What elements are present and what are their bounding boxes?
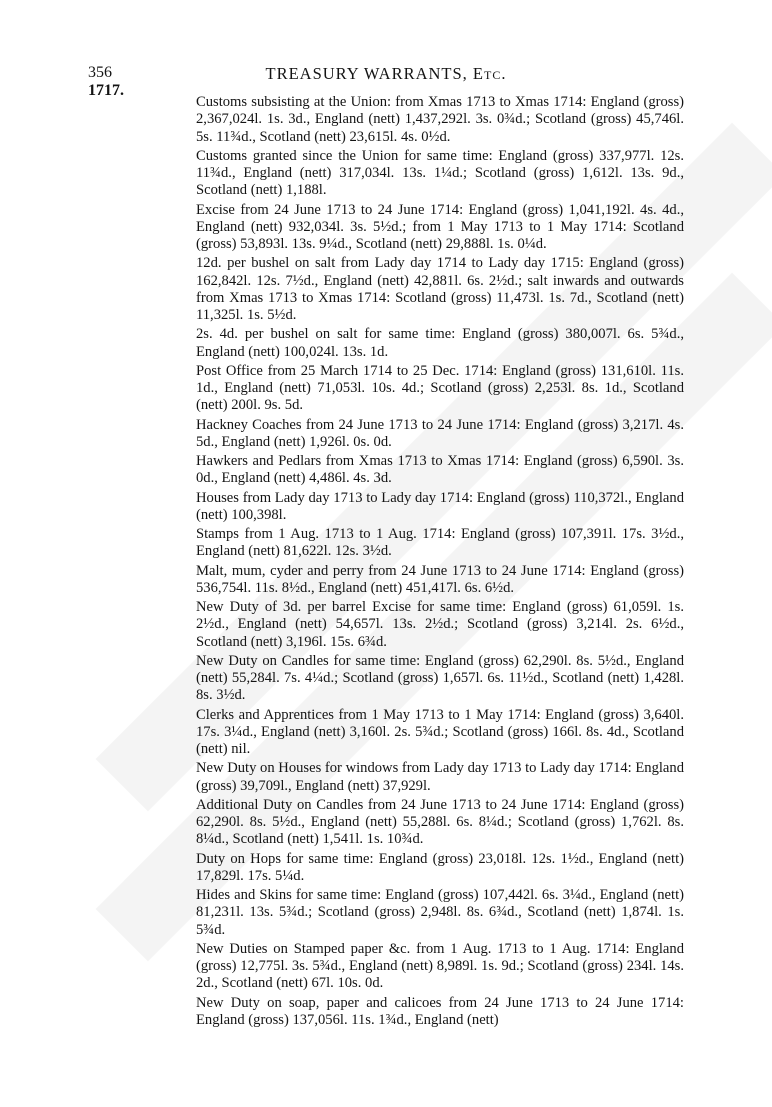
entry-paragraph: Hides and Skins for same time: England (gross) 107,442l. 6s. 3¼d., England (nett) 81,231l. 13s. 5¾d.; Scotland (gross) 2,948l. 8s. 6¾d., Scotland (nett) 1,874l. 1s. 5¾d. [196, 887, 684, 938]
entry-paragraph: New Duty on Houses for windows from Lady day 1713 to Lady day 1714: England (gross) 39,709l., England (nett) 37,929l. [196, 760, 684, 794]
entry-paragraph: New Duty of 3d. per barrel Excise for same time: England (gross) 61,059l. 1s. 2½d., England (nett) 54,657l. 13s. 2½d.; Scotland (gross) 3,214l. 2s. 6½d., Scotland (nett) 3,196l. 15s. 6¾d. [196, 599, 684, 650]
entry-paragraph: Excise from 24 June 1713 to 24 June 1714: England (gross) 1,041,192l. 4s. 4d., England (nett) 932,034l. 3s. 5½d.; from 1 May 1713 to 1 May 1714: Scotland (gross) 53,893l. 13s. 9¼d., Scotland (nett) 29,888l. 1s. 0¼d. [196, 201, 684, 252]
entry-paragraph: Clerks and Apprentices from 1 May 1713 to 1 May 1714: England (gross) 3,640l. 17s. 3¼d., England (nett) 3,160l. 2s. 5¾d.; Scotland (gross) 166l. 8s. 4d., Scotland (nett) nil. [196, 706, 684, 757]
entry-paragraph: Customs granted since the Union for same time: England (gross) 337,977l. 12s. 11¾d., England (nett) 317,034l. 13s. 1¼d.; Scotland (gross) 1,612l. 13s. 9d., Scotland (nett) 1,188l. [196, 147, 684, 199]
entry-paragraph: Houses from Lady day 1713 to Lady day 1714: England (gross) 110,372l., England (nett) 100,398l. [196, 489, 684, 523]
page-header [88, 64, 684, 84]
entry-paragraph: Malt, mum, cyder and perry from 24 June 1713 to 24 June 1714: England (gross) 536,754l. 11s. 8½d., England (nett) 451,417l. 6s. 6½d. [196, 562, 684, 596]
entry-paragraph: 2s. 4d. per bushel on salt for same time: England (gross) 380,007l. 6s. 5¾d., England (nett) 100,024l. 13s. 1d. [196, 326, 684, 360]
entry-paragraph: New Duty on soap, paper and calicoes from 24 June 1713 to 24 June 1714: England (gross) 137,056l. 11s. 1¾d., England (nett) [196, 994, 684, 1028]
body-text [196, 94, 684, 1031]
margin-year: 1717. [88, 82, 124, 99]
entry-paragraph: Customs subsisting at the Union: from Xmas 1713 to Xmas 1714: England (gross) 2,367,024l. 1s. 3d., England (nett) 1,437,292l. 3s. 0¾d.; Scotland (gross) 45,746l. 5s. 11¾d., Scotland (nett) 23,615l. 4s. 0½d. [196, 94, 684, 145]
running-title: TREASURY WARRANTS, Etc. [265, 64, 507, 83]
entry-paragraph: Hawkers and Pedlars from Xmas 1713 to Xmas 1714: England (gross) 6,590l. 3s. 0d., England (nett) 4,486l. 4s. 3d. [196, 453, 684, 487]
entry-paragraph: New Duty on Candles for same time: England (gross) 62,290l. 8s. 5½d., England (nett) 55,284l. 7s. 4¼d.; Scotland (gross) 1,657l. 6s. 11½d., Scotland (nett) 1,428l. 8s. 3½d. [196, 652, 684, 704]
entry-paragraph: 12d. per bushel on salt from Lady day 1714 to Lady day 1715: England (gross) 162,842l. 12s. 7½d., England (nett) 42,881l. 6s. 2½d.; salt inwards and outwards from Xmas 1713 to Xmas 1714: Scotland (gross) 11,473l. 1s. 7d., Scotland (nett) 11,325l. 1s. 5½d. [196, 255, 684, 323]
page-number: 356 [88, 64, 112, 81]
entry-paragraph: New Duties on Stamped paper &c. from 1 Aug. 1713 to 1 Aug. 1714: England (gross) 12,775l. 3s. 5¾d., England (nett) 8,989l. 1s. 9d.; Scotland (gross) 234l. 14s. 2d., Scotland (nett) 67l. 10s. 0d. [196, 940, 684, 992]
entry-paragraph: Duty on Hops for same time: England (gross) 23,018l. 12s. 1½d., England (nett) 17,829l. 17s. 5¼d. [196, 850, 684, 884]
entry-paragraph: Stamps from 1 Aug. 1713 to 1 Aug. 1714: England (gross) 107,391l. 17s. 3½d., England (nett) 81,622l. 12s. 3½d. [196, 526, 684, 560]
entry-paragraph: Hackney Coaches from 24 June 1713 to 24 June 1714: England (gross) 3,217l. 4s. 5d., England (nett) 1,926l. 0s. 0d. [196, 416, 684, 450]
entry-paragraph: Post Office from 25 March 1714 to 25 Dec. 1714: England (gross) 131,610l. 11s. 1d., England (nett) 71,053l. 10s. 4d.; Scotland (gross) 2,253l. 8s. 1d., Scotland (nett) 200l. 9s. 5d. [196, 362, 684, 414]
entry-paragraph: Additional Duty on Candles from 24 June 1713 to 24 June 1714: England (gross) 62,290l. 8s. 5½d., England (nett) 55,288l. 6s. 8¼d.; Scotland (gross) 1,762l. 8s. 8¼d., Scotland (nett) 1,541l. 1s. 10¾d. [196, 796, 684, 848]
